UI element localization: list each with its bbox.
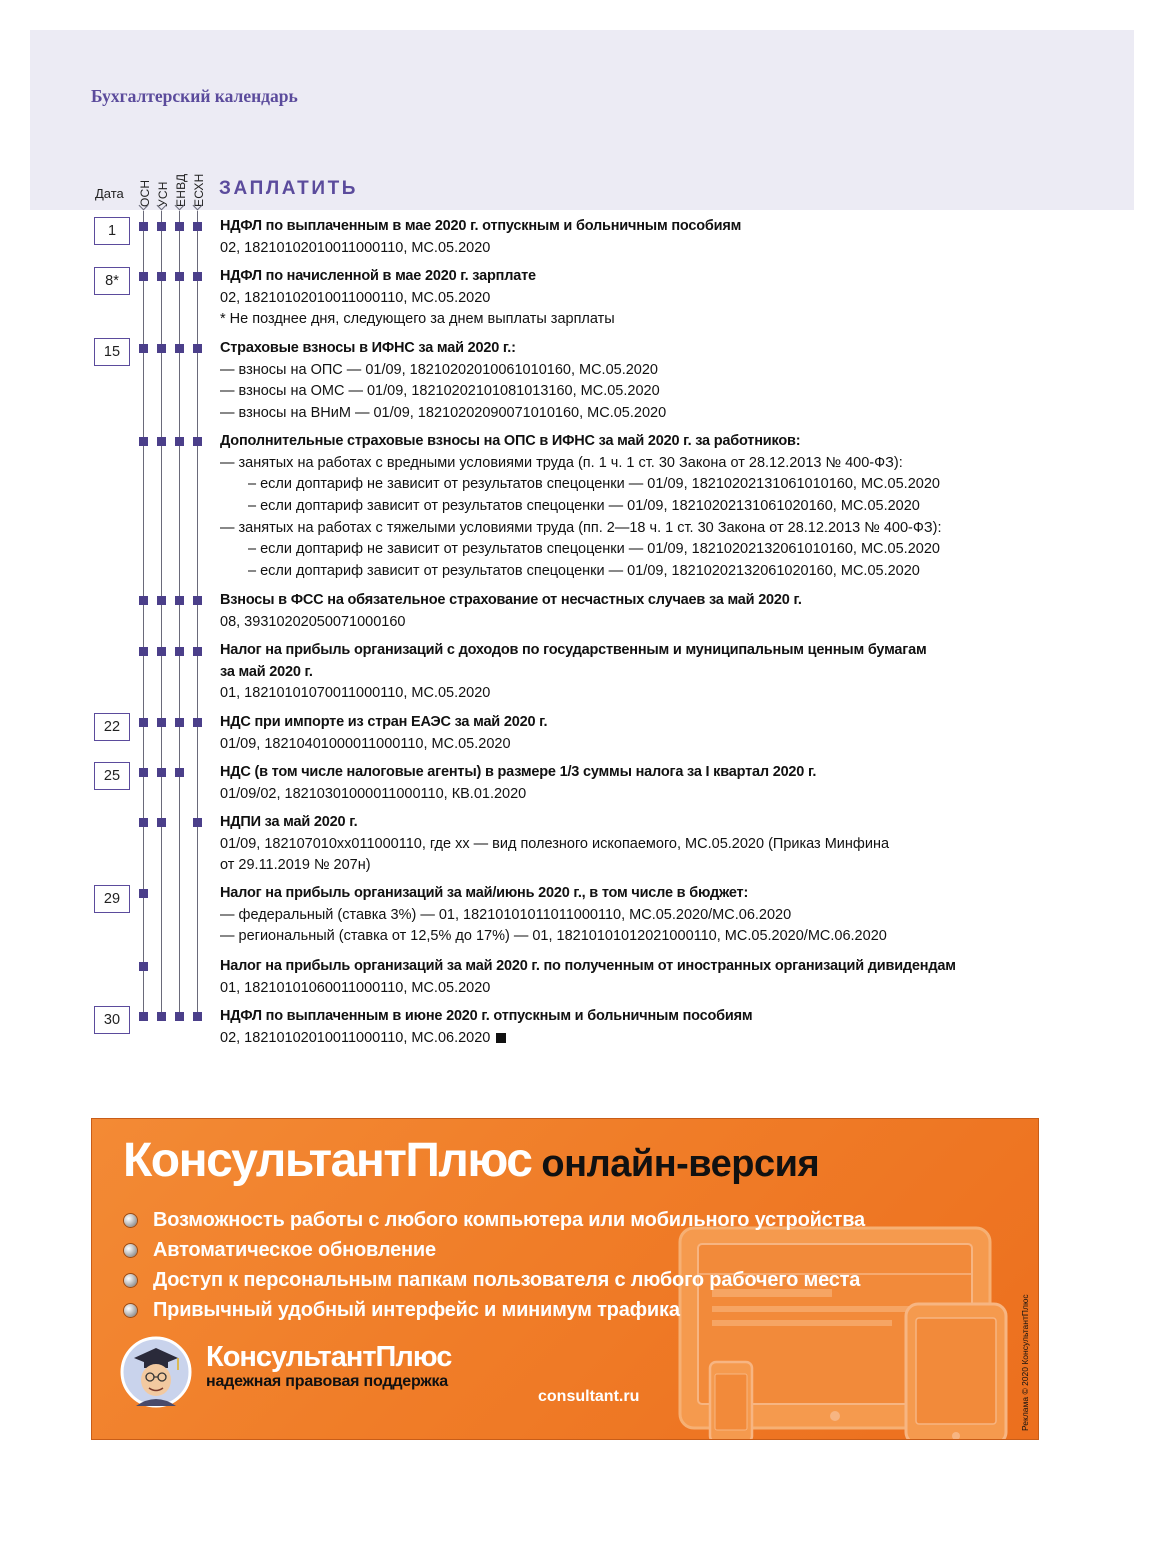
marker-envd <box>175 222 184 231</box>
entry-detail: 08, 39310202050071000160 <box>220 613 406 630</box>
marker-envd <box>175 718 184 727</box>
entry-ndpi-may <box>220 812 1120 877</box>
entry-additional-ops <box>220 431 1120 583</box>
entry-title: Налог на прибыль организаций за май 2020 г. по полученным от иностранных организаций дивидендам <box>220 958 956 974</box>
marker-osn <box>139 222 148 231</box>
marker-envd <box>175 344 184 353</box>
column-envd-label: ЕНВД <box>174 173 188 207</box>
marker-usn <box>157 1012 166 1021</box>
marker-osn <box>139 1012 148 1021</box>
entry-title: Налог на прибыль организаций с доходов по государственным и муниципальным ценным бумагам <box>220 642 927 658</box>
ad-logo-tagline: надежная правовая поддержка <box>206 1373 448 1390</box>
marker-envd <box>175 272 184 281</box>
date-box-22: 22 <box>94 713 130 741</box>
ad-logo <box>206 1341 451 1391</box>
marker-eshn <box>193 437 202 446</box>
entry-title: Страховые взносы в ИФНС за май 2020 г.: <box>220 340 516 356</box>
column-date-label: Дата <box>95 186 124 201</box>
entry-title: НДФЛ по выплаченным в мае 2020 г. отпускным и больничным пособиям <box>220 218 742 234</box>
marker-osn <box>139 344 148 353</box>
ad-logo-brand: КонсультантПлюс <box>206 1341 452 1373</box>
column-usn-line <box>161 211 162 1017</box>
marker-usn <box>157 437 166 446</box>
entry-detail: 01, 18210101060011000110, МС.05.2020 <box>220 979 491 996</box>
entry-subdetail: – если доптариф зависит от результатов спецоценки — 01/09, 18210202132061020160, МС.05.2020 <box>248 563 920 580</box>
entry-title: НДС при импорте из стран ЕАЭС за май 2020 г. <box>220 714 548 730</box>
column-eshn-line <box>197 211 198 1017</box>
marker-usn <box>157 596 166 605</box>
column-usn-label: УСН <box>156 181 170 207</box>
ad-feature: Возможность работы с любого компьютера или мобильного устройства <box>124 1205 865 1235</box>
bullet-icon <box>124 1274 137 1287</box>
end-mark-icon <box>496 1033 506 1043</box>
marker-eshn <box>193 1012 202 1021</box>
ad-headline <box>123 1133 819 1188</box>
marker-osn <box>139 889 148 898</box>
marker-osn <box>139 437 148 446</box>
entry-detail: 02, 18210102010011000110, МС.05.2020 <box>220 239 491 256</box>
entry-detail: — взносы на ОМС — 01/09, 18210202101081013160, МС.05.2020 <box>220 383 660 400</box>
marker-eshn <box>193 596 202 605</box>
entry-detail: 01/09, 182107010xx011000110, где хх — вид полезного ископаемого, МС.05.2020 (Приказ Минфина <box>220 835 890 852</box>
pay-heading: ЗАПЛАТИТЬ <box>219 178 359 199</box>
marker-osn <box>139 818 148 827</box>
entry-vat-import-eaeu <box>220 712 1120 755</box>
entry-title: НДФЛ по выплаченным в июне 2020 г. отпускным и больничным пособиям <box>220 1008 753 1024</box>
marker-usn <box>157 222 166 231</box>
entry-subdetail: – если доптариф не зависит от результатов спецоценки — 01/09, 18210202132061010160, МС.05.2020 <box>248 541 940 558</box>
marker-eshn <box>193 344 202 353</box>
marker-osn <box>139 647 148 656</box>
entry-fss-accident <box>220 590 1120 633</box>
entry-profit-foreign-dividends <box>220 956 1120 999</box>
ad-feature-list <box>124 1205 865 1325</box>
entry-detail: — взносы на ВНиМ — 01/09, 18210202090071010160, МС.05.2020 <box>220 405 667 422</box>
ad-brand: КонсультантПлюс <box>123 1134 532 1187</box>
marker-eshn <box>193 718 202 727</box>
entry-ndfl-vacation-may <box>220 216 1120 259</box>
entry-profit-securities <box>220 640 1120 705</box>
entry-detail: 02, 18210102010011000110, МС.05.2020 <box>220 289 491 306</box>
marker-eshn <box>193 272 202 281</box>
entry-ndfl-salary-may <box>220 266 1120 331</box>
marker-envd <box>175 647 184 656</box>
column-envd-line <box>179 211 180 1017</box>
marker-osn <box>139 768 148 777</box>
entry-detail: — взносы на ОПС — 01/09, 18210202010061010160, МС.05.2020 <box>220 361 658 378</box>
date-box-1: 1 <box>94 217 130 245</box>
date-box-15: 15 <box>94 338 130 366</box>
entry-title: Дополнительные страховые взносы на ОПС в ИФНС за май 2020 г. за работников: <box>220 433 801 449</box>
entry-title: НДС (в том числе налоговые агенты) в размере 1/3 суммы налога за I квартал 2020 г. <box>220 764 817 780</box>
entry-subdetail: – если доптариф зависит от результатов спецоценки — 01/09, 18210202131061020160, МС.05.2020 <box>248 498 920 515</box>
date-box-8: 8* <box>94 267 130 295</box>
entry-detail: 01, 18210101070011000110, МС.05.2020 <box>220 685 491 702</box>
entry-vat-quarter <box>220 762 1120 805</box>
marker-osn <box>139 962 148 971</box>
entry-title: Налог на прибыль организаций за май/июнь 2020 г., в том числе в бюджет: <box>220 885 749 901</box>
marker-osn <box>139 718 148 727</box>
date-box-29: 29 <box>94 885 130 913</box>
entry-title: НДПИ за май 2020 г. <box>220 814 358 830</box>
column-osn-label: ОСН <box>138 179 152 207</box>
marker-osn <box>139 596 148 605</box>
entry-footnote: * Не позднее дня, следующего за днем выплаты зарплаты <box>220 311 615 328</box>
marker-eshn <box>193 818 202 827</box>
column-eshn-label: ЕСХН <box>192 173 206 207</box>
entry-ndfl-vacation-june <box>220 1006 1120 1049</box>
entry-title: НДФЛ по начисленной в мае 2020 г. зарплате <box>220 268 536 284</box>
entry-insurance-ifns-may <box>220 338 1120 425</box>
consultant-ad-banner[interactable] <box>91 1118 1039 1440</box>
date-box-25: 25 <box>94 762 130 790</box>
entry-subdetail: – если доптариф не зависит от результатов спецоценки — 01/09, 18210202131061010160, МС.05.2020 <box>248 476 940 493</box>
bullet-icon <box>124 1214 137 1227</box>
entry-title: Взносы в ФСС на обязательное страхование от несчастных случаев за май 2020 г. <box>220 592 802 608</box>
entry-detail: 01/09/02, 18210301000011000110, КВ.01.2020 <box>220 785 527 802</box>
marker-eshn <box>193 222 202 231</box>
entry-detail: — федеральный (ставка 3%) — 01, 18210101011011000110, МС.05.2020/МС.06.2020 <box>220 906 792 923</box>
date-box-30: 30 <box>94 1006 130 1034</box>
marker-eshn <box>193 647 202 656</box>
marker-usn <box>157 818 166 827</box>
ad-online-version: онлайн-версия <box>541 1143 820 1185</box>
entry-detail: 02, 18210102010011000110, МС.06.2020 <box>220 1029 491 1046</box>
marker-envd <box>175 768 184 777</box>
entry-detail: — занятых на работах с вредными условиями труда (п. 1 ч. 1 ст. 30 Закона от 28.12.2013 № 400-ФЗ): <box>220 454 903 471</box>
bullet-icon <box>124 1244 137 1257</box>
entry-detail: от 29.11.2019 № 207н) <box>220 857 371 874</box>
marker-envd <box>175 596 184 605</box>
ad-feature: Доступ к персональным папкам пользователя с любого рабочего места <box>124 1265 865 1295</box>
ad-copyright: Реклама © 2020 КонсультантПлюс <box>1020 1294 1030 1431</box>
marker-usn <box>157 718 166 727</box>
ad-website-link[interactable]: consultant.ru <box>538 1388 640 1405</box>
entry-detail: — региональный (ставка от 12,5% до 17%) — 01, 18210101012021000110, МС.05.2020/МС.06.2020 <box>220 928 887 945</box>
entry-detail: — занятых на работах с тяжелыми условиями труда (пп. 2—18 ч. 1 ст. 30 Закона от 28.12.2013 № 400-ФЗ): <box>220 519 942 536</box>
section-title: Бухгалтерский календарь <box>91 86 298 106</box>
marker-envd <box>175 437 184 446</box>
marker-usn <box>157 647 166 656</box>
marker-envd <box>175 1012 184 1021</box>
mascot-logo-icon <box>120 1336 192 1408</box>
bullet-icon <box>124 1304 137 1317</box>
marker-usn <box>157 344 166 353</box>
ad-feature: Автоматическое обновление <box>124 1235 865 1265</box>
entry-title-cont: за май 2020 г. <box>220 663 313 680</box>
marker-osn <box>139 272 148 281</box>
entry-detail-wrap <box>220 1028 1120 1050</box>
marker-usn <box>157 768 166 777</box>
marker-usn <box>157 272 166 281</box>
entry-detail: 01/09, 18210401000011000110, МС.05.2020 <box>220 735 511 752</box>
ad-feature: Привычный удобный интерфейс и минимум трафика <box>124 1295 865 1325</box>
entry-profit-may-june <box>220 883 1120 948</box>
